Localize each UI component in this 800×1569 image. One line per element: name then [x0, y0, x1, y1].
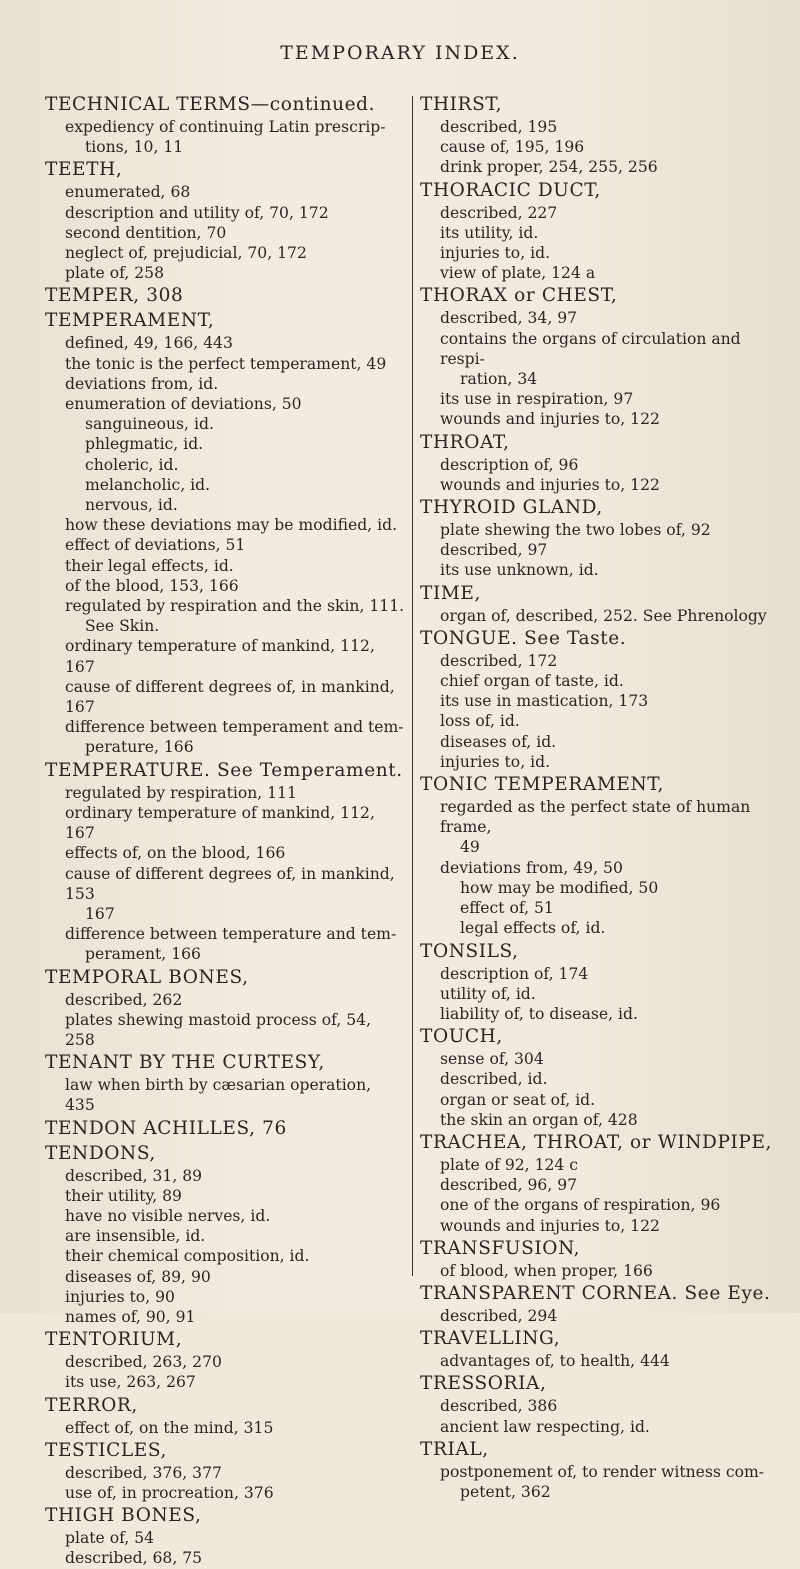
index-headword: THYROID GLAND,: [420, 497, 603, 519]
index-column-right: [420, 92, 790, 1502]
index-subentry: perament, 166: [85, 945, 201, 964]
index-subentry: described, 262: [65, 990, 183, 1009]
index-subentry: described, 294: [440, 1306, 558, 1325]
index-headword: TERROR,: [45, 1394, 138, 1416]
index-subentry: their chemical composition, id.: [65, 1247, 310, 1266]
index-subentry: have no visible nerves, id.: [65, 1206, 271, 1225]
index-subentry: difference between temperature and tem-: [65, 925, 397, 944]
index-subentry: cause of different degrees of, in mankind, 153: [65, 864, 395, 903]
index-subentry: their utility, 89: [65, 1186, 182, 1205]
index-subentry: organ of, described, 252. See Phrenology: [440, 606, 767, 625]
index-subentry: of blood, when proper, 166: [440, 1261, 653, 1280]
index-headword: TONGUE. See Taste.: [420, 627, 627, 649]
index-subentry: description of, 174: [440, 964, 589, 983]
index-subentry: plates shewing mastoid process of, 54, 258: [65, 1010, 372, 1049]
index-subentry: diseases of, 89, 90: [65, 1267, 211, 1286]
index-headword: TONSILS,: [420, 940, 519, 962]
index-subentry: described, 96, 97: [440, 1176, 578, 1195]
index-subentry: enumerated, 68: [65, 183, 191, 202]
index-subentry: nervous, id.: [85, 496, 178, 515]
index-subentry: described, 227: [440, 203, 558, 222]
index-headword: TENDON ACHILLES, 76: [45, 1117, 287, 1139]
index-subentry: tions, 10, 11: [85, 138, 184, 157]
index-subentry: utility of, id.: [440, 984, 536, 1003]
index-subentry: of the blood, 153, 166: [65, 576, 239, 595]
index-subentry: defined, 49, 166, 443: [65, 334, 233, 353]
index-subentry: described, 386: [440, 1397, 558, 1416]
index-subentry: described, id.: [440, 1070, 548, 1089]
index-subentry: described, 376, 377: [65, 1463, 222, 1482]
index-headword: TRIAL,: [420, 1438, 489, 1460]
index-subentry: its use in mastication, 173: [440, 692, 649, 711]
index-subentry: its use in respiration, 97: [440, 390, 634, 409]
index-subentry: perature, 166: [85, 738, 194, 757]
index-subentry: plate of, 54: [65, 1529, 155, 1548]
index-subentry: deviations from, 49, 50: [440, 858, 623, 877]
index-subentry: described, 34, 97: [440, 309, 578, 328]
index-subentry: plate of 92, 124 c: [440, 1155, 579, 1174]
index-subentry: their legal effects, id.: [65, 556, 234, 575]
index-subentry: phlegmatic, id.: [85, 435, 204, 454]
index-headword: TRAVELLING,: [420, 1328, 561, 1350]
index-subentry: neglect of, prejudicial, 70, 172: [65, 244, 307, 263]
index-column-left: [45, 92, 405, 1569]
index-headword: THIRST,: [420, 94, 503, 115]
index-subentry: its use unknown, id.: [440, 561, 599, 580]
index-headword: THORACIC DUCT,: [420, 179, 601, 201]
index-subentry: postponement of, to render witness com-: [440, 1462, 765, 1481]
index-subentry: injuries to, 90: [65, 1287, 175, 1306]
index-subentry: legal effects of, id.: [460, 919, 606, 938]
index-subentry: described, 263, 270: [65, 1353, 222, 1372]
index-subentry: sense of, 304: [440, 1050, 544, 1069]
index-subentry: view of plate, 124 a: [440, 264, 596, 283]
index-subentry: contains the organs of circulation and respi-: [440, 329, 741, 368]
index-subentry: effect of, 51: [460, 899, 554, 918]
index-subentry: plate of, 258: [65, 264, 164, 283]
index-subentry: are insensible, id.: [65, 1227, 206, 1246]
index-subentry: second dentition, 70: [65, 223, 227, 242]
index-subentry: effect of, on the mind, 315: [65, 1418, 274, 1437]
index-subentry: description and utility of, 70, 172: [65, 203, 329, 222]
index-subentry: petent, 362: [460, 1482, 551, 1501]
index-headword: TRANSPARENT CORNEA. See Eye.: [420, 1282, 771, 1304]
index-subentry: how may be modified, 50: [460, 878, 659, 897]
index-headword: TRESSORIA,: [420, 1373, 547, 1395]
index-subentry: described, 97: [440, 541, 548, 560]
index-subentry: advantages of, to health, 444: [440, 1352, 670, 1371]
index-subentry: use of, in procreation, 376: [65, 1483, 274, 1502]
index-headword: TONIC TEMPERAMENT,: [420, 774, 665, 796]
index-subentry: See Skin.: [85, 617, 160, 636]
index-subentry: drink proper, 254, 255, 256: [440, 158, 658, 177]
index-headword: THIGH BONES,: [45, 1505, 202, 1527]
index-subentry: diseases of, id.: [440, 732, 557, 751]
index-subentry: liability of, to disease, id.: [440, 1004, 638, 1023]
index-subentry: regarded as the perfect state of human frame,: [440, 798, 751, 837]
index-subentry: choleric, id.: [85, 455, 179, 474]
index-subentry: organ or seat of, id.: [440, 1090, 596, 1109]
index-subentry: wounds and injuries to, 122: [440, 410, 660, 429]
index-subentry: its use, 263, 267: [65, 1373, 196, 1392]
index-headword: TIME,: [420, 582, 481, 604]
index-subentry: wounds and injuries to, 122: [440, 1216, 660, 1235]
index-subentry: one of the organs of respiration, 96: [440, 1196, 721, 1215]
index-headword: TENANT BY THE CURTESY,: [45, 1052, 325, 1074]
index-subentry: deviations from, id.: [65, 374, 219, 393]
running-head: TEMPORARY INDEX.: [280, 42, 520, 64]
index-subentry: melancholic, id.: [85, 475, 211, 494]
index-headword: TENDONS,: [45, 1142, 156, 1164]
index-headword: TEMPERAMENT,: [45, 310, 215, 332]
index-subentry: wounds and injuries to, 122: [440, 475, 660, 494]
index-headword: TECHNICAL TERMS—continued.: [45, 94, 376, 115]
column-divider: [412, 96, 413, 1276]
index-headword: THORAX or CHEST,: [420, 285, 618, 307]
index-subentry: how these deviations may be modified, id.: [65, 516, 398, 535]
index-subentry: ration, 34: [460, 370, 538, 389]
index-subentry: loss of, id.: [440, 712, 520, 731]
index-headword: TEETH,: [45, 159, 123, 181]
index-subentry: ancient law respecting, id.: [440, 1417, 650, 1436]
index-subentry: ordinary temperature of mankind, 112, 167: [65, 637, 375, 676]
index-headword: TOUCH,: [420, 1026, 503, 1048]
index-subentry: the skin an organ of, 428: [440, 1110, 638, 1129]
index-subentry: description of, 96: [440, 455, 579, 474]
index-headword: TENTORIUM,: [45, 1329, 183, 1351]
index-subentry: names of, 90, 91: [65, 1307, 196, 1326]
index-headword: TRANSFUSION,: [420, 1237, 581, 1259]
index-subentry: expediency of continuing Latin prescrip-: [65, 118, 386, 136]
index-subentry: described, 31, 89: [65, 1166, 203, 1185]
index-subentry: law when birth by cæsarian operation, 435: [65, 1076, 372, 1115]
index-headword: TEMPER, 308: [45, 285, 184, 307]
index-subentry: cause of, 195, 196: [440, 138, 585, 157]
index-subentry: regulated by respiration and the skin, 111.: [65, 597, 405, 616]
index-subentry: injuries to, id.: [440, 752, 551, 771]
index-subentry: effects of, on the blood, 166: [65, 844, 286, 863]
index-subentry: 167: [85, 904, 115, 923]
index-headword: TESTICLES,: [45, 1439, 168, 1461]
index-subentry: 49: [460, 838, 480, 857]
index-headword: TEMPERATURE. See Temperament.: [45, 759, 403, 781]
index-subentry: enumeration of deviations, 50: [65, 395, 302, 414]
index-subentry: plate shewing the two lobes of, 92: [440, 521, 711, 540]
index-subentry: injuries to, id.: [440, 244, 551, 263]
index-subentry: difference between temperament and tem-: [65, 718, 404, 737]
index-subentry: described, 195: [440, 118, 558, 136]
index-subentry: ordinary temperature of mankind, 112, 167: [65, 803, 375, 843]
index-subentry: effect of deviations, 51: [65, 536, 246, 555]
index-subentry: chief organ of taste, id.: [440, 672, 624, 691]
index-headword: TEMPORAL BONES,: [45, 966, 249, 988]
index-subentry: cause of different degrees of, in mankind, 167: [65, 677, 395, 717]
index-headword: THROAT,: [420, 431, 510, 453]
index-headword: TRACHEA, THROAT, or WINDPIPE,: [420, 1131, 773, 1153]
index-subentry: its utility, id.: [440, 223, 539, 242]
index-subentry: described, 172: [440, 651, 558, 670]
index-subentry: regulated by respiration, 111: [65, 783, 297, 802]
index-subentry: sanguineous, id.: [85, 415, 214, 434]
index-subentry: the tonic is the perfect temperament, 49: [65, 354, 387, 373]
index-subentry: described, 68, 75: [65, 1549, 203, 1568]
